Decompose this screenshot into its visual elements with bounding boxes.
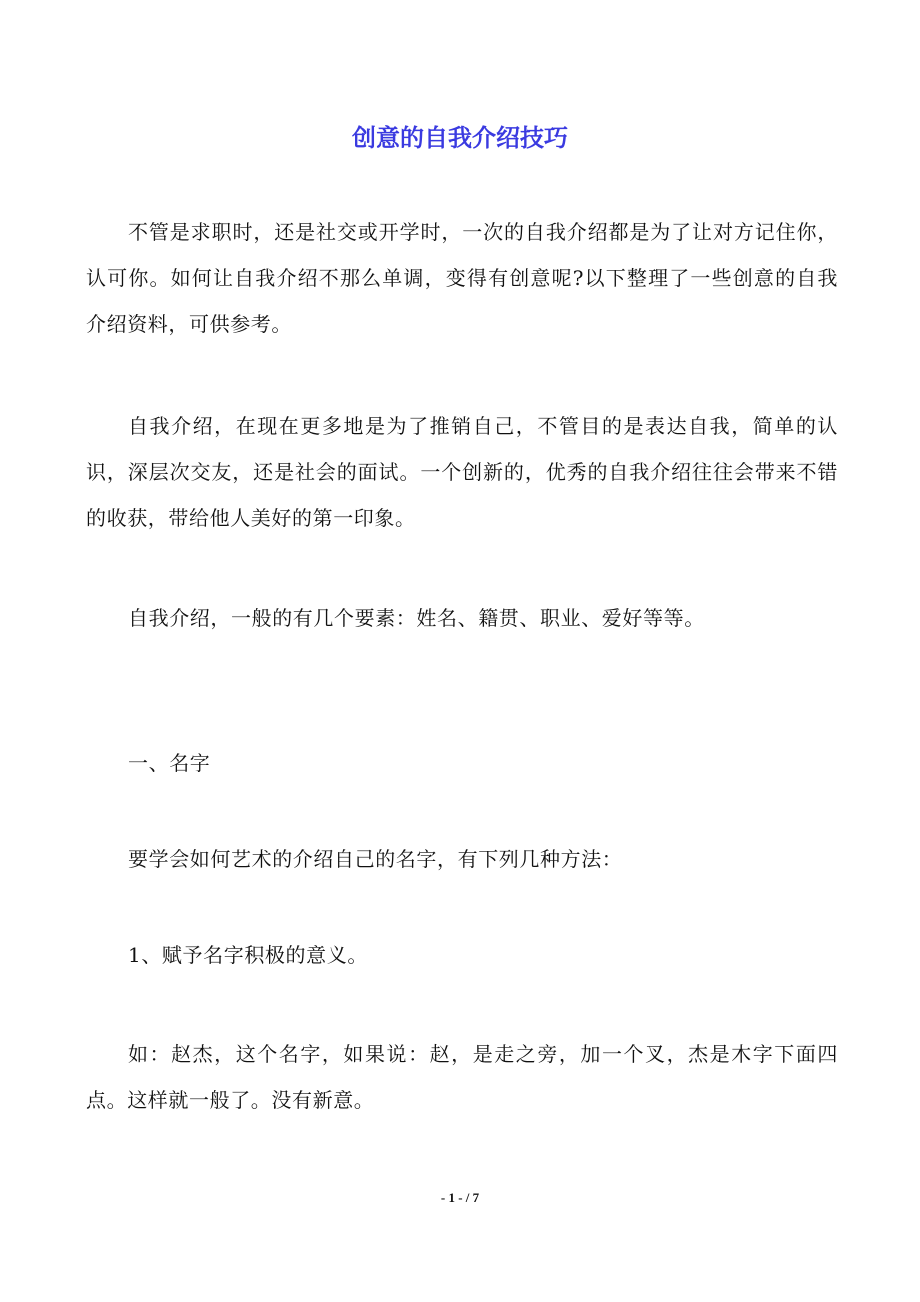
paragraph-methods: 要学会如何艺术的介绍自己的名字，有下列几种方法： xyxy=(128,847,623,871)
paragraph-example: 如：赵杰，这个名字，如果说：赵，是走之旁，加一个叉，杰是木字下面四点。这样就一般了。没有新意。 xyxy=(86,1042,838,1112)
paragraph-elements: 自我介绍，一般的有几个要素：姓名、籍贯、职业、爱好等等。 xyxy=(128,606,705,630)
page-number: - 1 - / 7 xyxy=(440,1190,480,1205)
paragraph-purpose: 自我介绍，在现在更多地是为了推销自己，不管目的是表达自我，简单的认识，深层次交友，还是社会的面试。一个创新的，优秀的自我介绍往往会带来不错的收获，带给他人美好的第一印象。 xyxy=(86,414,838,530)
document-title: 创意的自我介绍技巧 xyxy=(352,124,568,152)
list-item-method-1: 1、赋予名字积极的意义。 xyxy=(128,943,368,967)
section-heading-name: 一、名字 xyxy=(128,751,211,775)
paragraph-intro: 不管是求职时，还是社交或开学时，一次的自我介绍都是为了让对方记住你，认可你。如何让自我介绍不那么单调，变得有创意呢?以下整理了一些创意的自我介绍资料，可供参考。 xyxy=(86,220,838,336)
